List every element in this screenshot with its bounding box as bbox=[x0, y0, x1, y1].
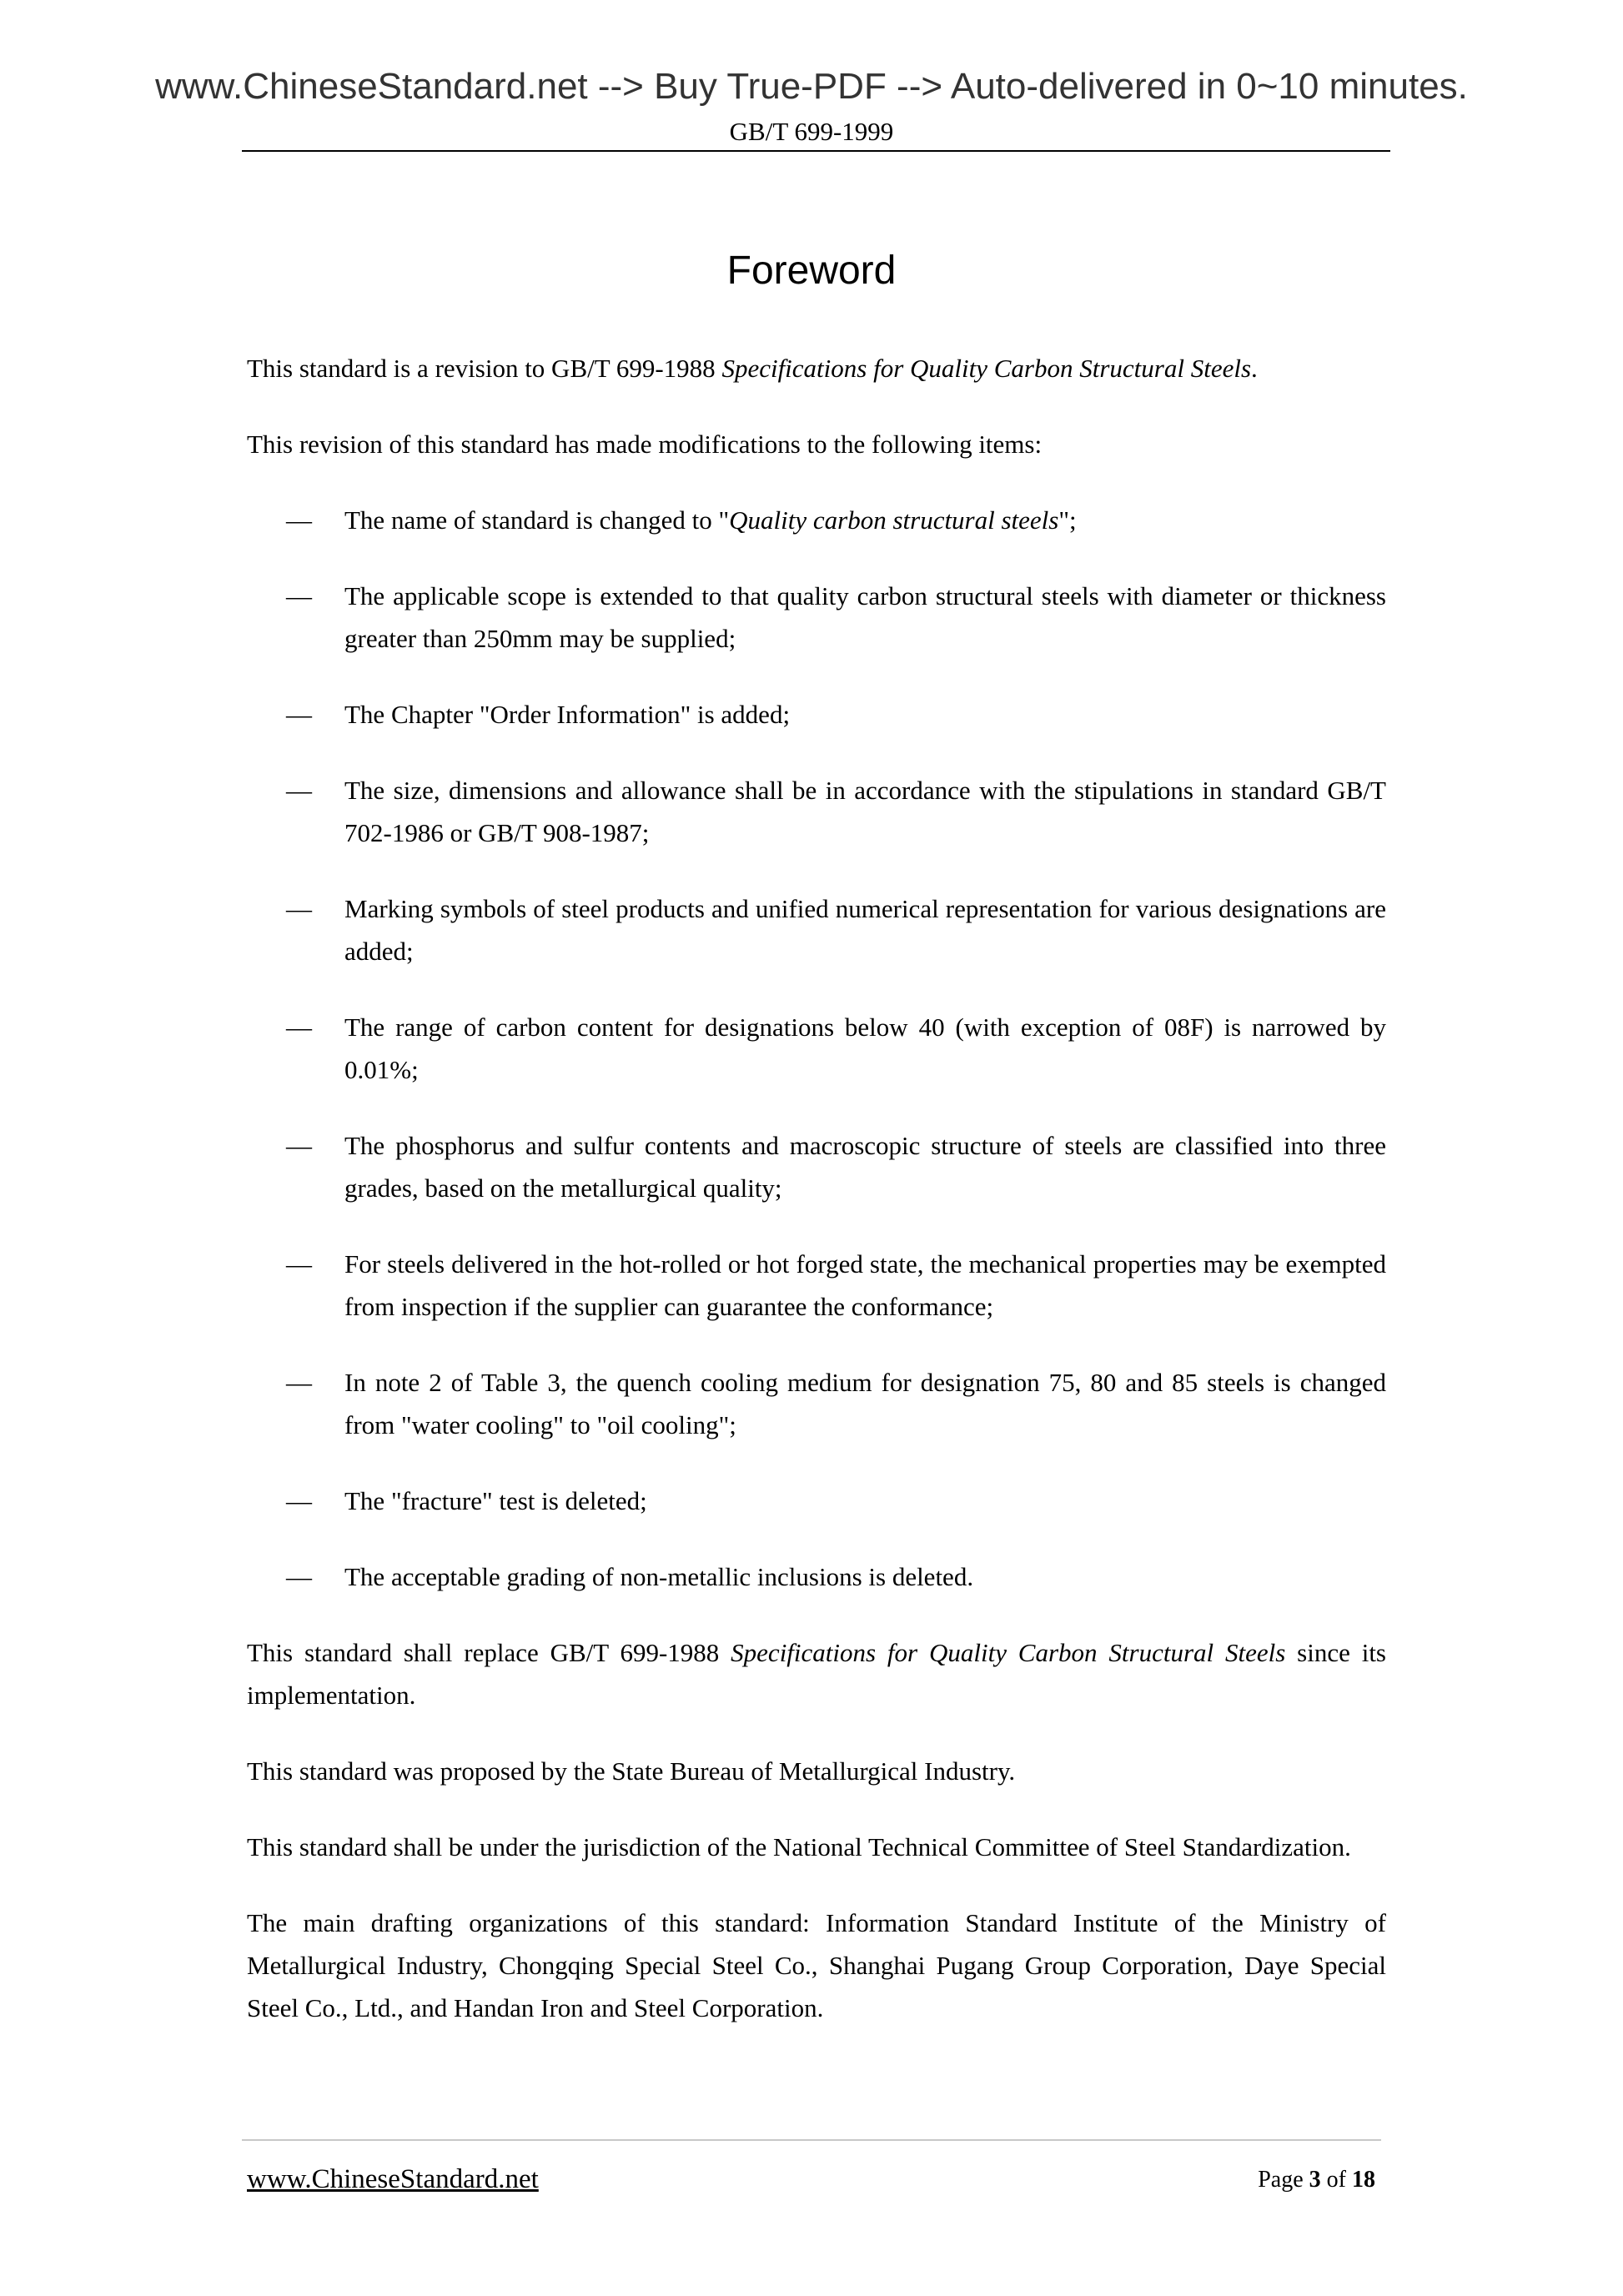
page-current: 3 bbox=[1309, 2167, 1321, 2193]
intro-title: Specifications for Quality Carbon Structural Steels bbox=[721, 354, 1252, 383]
page-number bbox=[1258, 2163, 1375, 2197]
list-item bbox=[247, 1480, 1386, 1522]
dash-bullet: — bbox=[286, 1012, 312, 1042]
intro-text: This standard is a revision to GB/T 699-1988 bbox=[247, 354, 722, 383]
dash-bullet: — bbox=[286, 1131, 312, 1160]
list-item-text: The acceptable grading of non-metallic inclusions is deleted. bbox=[344, 1562, 974, 1591]
list-item-text: In note 2 of Table 3, the quench cooling medium for designation 75, 80 and 85 steels is changed from "water cooling" to "oil cooling"; bbox=[344, 1368, 1386, 1439]
dash-bullet: — bbox=[286, 581, 312, 610]
list-item-text: The range of carbon content for designations below 40 (with exception of 08F) is narrowed by 0.01%; bbox=[344, 1012, 1386, 1084]
intro-end: . bbox=[1251, 354, 1258, 383]
dash-bullet: — bbox=[286, 1562, 312, 1591]
list-item bbox=[247, 769, 1386, 854]
replace-end: since its implementation. bbox=[247, 1638, 1386, 1710]
replace-text: This standard shall replace GB/T 699-1988 bbox=[247, 1638, 731, 1667]
list-item-text: The applicable scope is extended to that quality carbon structural steels with diameter or thickness greater than 250mm may be supplied; bbox=[344, 581, 1386, 653]
list-item-emphasis: Quality carbon structural steels bbox=[729, 505, 1059, 535]
list-item bbox=[247, 1006, 1386, 1091]
dash-bullet: — bbox=[286, 894, 312, 923]
dash-bullet: — bbox=[286, 700, 312, 729]
intro-paragraph bbox=[247, 347, 1386, 389]
dash-bullet: — bbox=[286, 776, 312, 805]
modification-list bbox=[247, 499, 1386, 1598]
list-item bbox=[247, 887, 1386, 972]
standard-code: GB/T 699-1999 bbox=[729, 117, 894, 146]
replace-title: Specifications for Quality Carbon Structural Steels bbox=[731, 1638, 1286, 1667]
list-item-text: The phosphorus and sulfur contents and macroscopic structure of steels are classified into three grades, based on the metallurgical quality; bbox=[344, 1131, 1386, 1203]
dash-bullet: — bbox=[286, 1249, 312, 1279]
dash-bullet: — bbox=[286, 505, 312, 535]
list-item bbox=[247, 1555, 1386, 1598]
list-item bbox=[247, 1361, 1386, 1446]
page-of: of bbox=[1326, 2167, 1346, 2193]
drafting-paragraph: The main drafting organizations of this standard: Information Standard Institute of the Ministry of Metallurgical Industry, Chongqing Special Steel Co., Shanghai Pugang Group Corporation, Daye Special Steel Co., Ltd., and Handan Iron and Steel Corporation. bbox=[247, 1908, 1386, 2022]
list-item bbox=[247, 499, 1386, 541]
list-item-text: The name of standard is changed to " bbox=[344, 505, 730, 535]
dash-bullet: — bbox=[286, 1486, 312, 1515]
page-title: Foreword bbox=[726, 249, 897, 293]
revision-intro: This revision of this standard has made modifications to the following items: bbox=[247, 430, 1043, 459]
replace-paragraph bbox=[247, 1631, 1386, 1716]
proposed-paragraph: This standard was proposed by the State Bureau of Metallurgical Industry. bbox=[247, 1756, 1016, 1786]
list-item-text: The "fracture" test is deleted; bbox=[344, 1486, 647, 1515]
footer-website-link[interactable]: www.ChineseStandard.net bbox=[247, 2164, 539, 2194]
list-item-text: Marking symbols of steel products and unified numerical representation for various designations are added; bbox=[344, 894, 1386, 966]
page-label: Page bbox=[1258, 2167, 1304, 2193]
list-item-text: The size, dimensions and allowance shall be in accordance with the stipulations in standard GB/T 702-1986 or GB/T 908-1987; bbox=[344, 776, 1386, 847]
dash-bullet: — bbox=[286, 1368, 312, 1397]
list-item bbox=[247, 1243, 1386, 1328]
site-banner: www.ChineseStandard.net --> Buy True-PDF --> Auto-delivered in 0~10 minutes. bbox=[155, 66, 1468, 107]
document-body bbox=[247, 347, 1386, 2062]
list-item bbox=[247, 693, 1386, 736]
list-item bbox=[247, 1124, 1386, 1209]
page-total: 18 bbox=[1352, 2167, 1375, 2193]
list-item-text-end: "; bbox=[1058, 505, 1077, 535]
list-item bbox=[247, 575, 1386, 660]
jurisdiction-paragraph: This standard shall be under the jurisdiction of the National Technical Committee of Steel Standardization. bbox=[247, 1832, 1351, 1861]
list-item-text: For steels delivered in the hot-rolled or hot forged state, the mechanical properties may be exempted from inspection if the supplier can guarantee the conformance; bbox=[344, 1249, 1386, 1321]
header-divider bbox=[242, 150, 1390, 152]
list-item-text: The Chapter "Order Information" is added; bbox=[344, 700, 791, 729]
footer-divider bbox=[242, 2139, 1381, 2141]
